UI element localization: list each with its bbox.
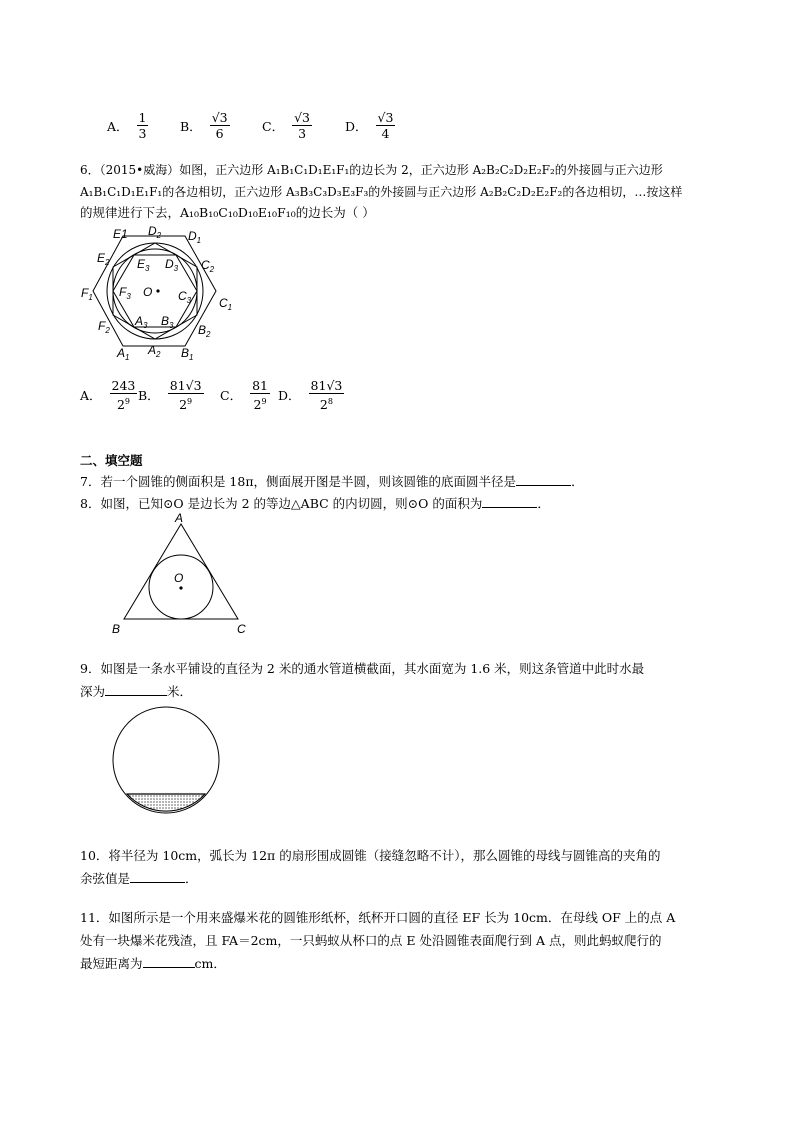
label-f1: $F_1$ xyxy=(81,286,93,302)
section-title: 二、填空题 xyxy=(80,453,143,468)
label-e2: $E_2$ xyxy=(97,251,110,267)
answer-blank[interactable] xyxy=(105,683,167,696)
label-a2: $A_2$ xyxy=(148,343,161,359)
q10-line-2: 余弦值是 ． xyxy=(80,871,198,886)
label-b3: $B_3$ xyxy=(161,314,174,330)
q5-option-b xyxy=(180,110,232,141)
q7: 7．若一个圆锥的侧面积是 18π，侧面展开图是半圆，则该圆锥的底面圆半径是 ． xyxy=(80,474,584,489)
label-o: O xyxy=(174,571,184,585)
q5-option-a xyxy=(107,110,150,141)
label-c1: $C_1$ xyxy=(219,296,233,312)
label-a: A xyxy=(175,512,184,525)
q5-option-c xyxy=(262,110,314,141)
label-c2: $C_2$ xyxy=(201,258,215,274)
q6-option-a: A． $\frac{243}{2^9}$ xyxy=(80,378,136,413)
label-a3: $A_3$ xyxy=(135,314,148,330)
fraction: $\frac{√3}{3}$ xyxy=(294,110,310,141)
q9-line-2: 深为 米． xyxy=(80,684,193,699)
label-f2: $F_2$ xyxy=(98,319,110,335)
fraction: $\frac{√3}{6}$ xyxy=(211,110,228,141)
answer-blank[interactable] xyxy=(130,870,185,883)
q6-line-3: 的规律进行下去，A₁₀B₁₀C₁₀D₁₀E₁₀F₁₀的边长为（ ） xyxy=(80,205,375,220)
center-point xyxy=(156,289,159,292)
q8: 8．如图，已知⊙O 是边长为 2 的等边△ABC 的内切圆，则⊙O 的面积为 ． xyxy=(80,496,550,511)
fraction: $\frac{√3}{4}$ xyxy=(377,110,394,141)
label-e3: $E_3$ xyxy=(137,257,150,273)
answer-blank[interactable] xyxy=(143,955,195,968)
center-o xyxy=(179,586,182,589)
q6-option-b: B． $\frac{81√3}{2^9}$ xyxy=(138,378,202,413)
q11-line-3: 最短距离为 cm． xyxy=(80,956,226,971)
label-c: C xyxy=(237,622,246,636)
option-label: C． xyxy=(262,118,285,134)
option-label: A． xyxy=(107,118,129,134)
option-label: B． xyxy=(180,118,202,134)
label-b: B xyxy=(112,622,121,636)
q8-triangle-figure xyxy=(108,512,253,637)
label-o: O xyxy=(143,285,153,299)
label-e1: E1 xyxy=(113,227,128,241)
label-d2: $D_2$ xyxy=(148,224,162,240)
q5-option-d xyxy=(345,110,397,141)
q6-hexagon-figure xyxy=(80,222,240,364)
water-section xyxy=(127,794,205,811)
answer-blank[interactable] xyxy=(482,495,537,508)
label-c3: $C_3$ xyxy=(178,289,192,305)
q11-line-1: 11．如图所示是一个用来盛爆米花的圆锥形纸杯，纸杯开口圆的直径 EF 长为 10cm．在母线 OF 上的点 A xyxy=(80,910,676,925)
label-b1: $B_1$ xyxy=(181,346,194,362)
q10-line-1: 10．将半径为 10cm，弧长为 12π 的扇形围成圆锥（接缝忽略不计），那么圆锥的母线与圆锥高的夹角的 xyxy=(80,848,661,863)
answer-blank[interactable] xyxy=(516,473,571,486)
label-a1: $A_1$ xyxy=(117,346,130,362)
q11-line-2: 处有一块爆米花残渣，且 FA＝2cm，一只蚂蚁从杯口的点 E 处沿圆锥表面爬行到 A 点，则此蚂蚁爬行的 xyxy=(80,933,662,948)
label-d1: $D_1$ xyxy=(188,229,202,245)
label-d3: $D_3$ xyxy=(165,257,179,273)
q9-pipe-figure xyxy=(105,705,225,815)
q6-option-c: C． $\frac{81}{2^9}$ xyxy=(220,378,268,413)
label-b2: $B_2$ xyxy=(198,323,211,339)
label-f3: $F_3$ xyxy=(119,285,131,301)
q9-line-1: 9．如图是一条水平铺设的直径为 2 米的通水管道横截面，其水面宽为 1.6 米，则这条管道中此时水最 xyxy=(80,661,645,676)
q6-line-2: A₁B₁C₁D₁E₁F₁的各边相切，正六边形 A₃B₃C₃D₃E₃F₃的外接圆与正六边形 A₂B₂C₂D₂E₂F₂的各边相切，…按这样 xyxy=(80,185,683,199)
option-label: D． xyxy=(345,118,368,134)
q6-option-d: D． $\frac{81√3}{2^8}$ xyxy=(278,378,343,413)
q6-line-1: 6．（2015•威海）如图，正六边形 A₁B₁C₁D₁E₁F₁的边长为 2，正六边形 A₂B₂C₂D₂E₂F₂的外接圆与正六边形 xyxy=(80,163,663,177)
fraction: $\frac{1}{3}$ xyxy=(138,110,147,141)
